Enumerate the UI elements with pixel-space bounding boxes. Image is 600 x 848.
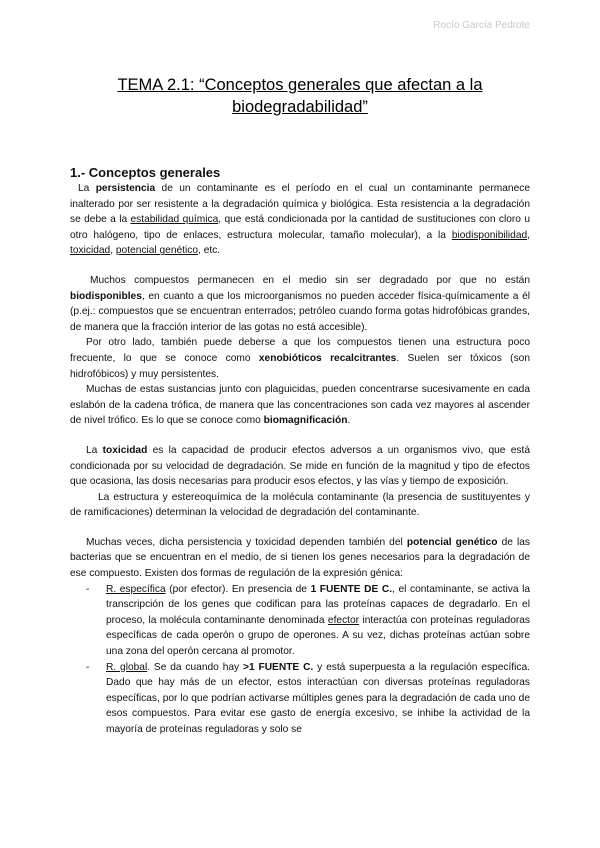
underlined-term: toxicidad	[70, 245, 111, 257]
text-run: . Se da cuando hay	[147, 661, 243, 673]
paragraph-xenobioticos	[70, 335, 530, 382]
text-run: es la capacidad de producir efectos adversos a un organismos vivo, que está condicionada por su velocidad de degradación. Se mide en función de la magnitud y tipo de efectos que ocasiona, las dosis necesarias para producir esos efectos, y las vías y tiempo de exposición.	[70, 444, 530, 488]
paragraph-persistencia	[70, 181, 530, 259]
regulation-list	[70, 582, 530, 738]
paragraph-estructura	[70, 490, 530, 521]
text-run: , el contaminante, se activa la transcripción de los genes que codifican para las proteínas capaces de degradarlo. En el proceso, la molécula contaminante denominada	[106, 583, 531, 626]
text-run: interactúa con proteínas reguladoras específicas de cada operón o grupo de operones. A su vez, dichas proteínas actúan sobre una zona del operón cercana al promotor.	[106, 614, 531, 658]
underlined-term: potencial genético	[115, 245, 199, 257]
bold-term: 1 FUENTE DE C.	[310, 583, 393, 595]
bold-term: >1 FUENTE C.	[243, 661, 314, 673]
bold-term: biodisponibles	[70, 290, 142, 302]
author-name: Rocío García Pedrote	[433, 20, 530, 31]
document-title: TEMA 2.1: “Conceptos generales que afectan a la biodegradabilidad”	[117, 76, 483, 116]
text-run: (por efector). En presencia de	[165, 583, 311, 595]
underlined-term: R. específica	[106, 583, 166, 595]
text-run: ,	[527, 229, 530, 241]
list-item	[70, 660, 530, 738]
text-run: Muchos compuestos permanecen en el medio sin ser degradado por que no están	[90, 274, 530, 286]
list-dash: -	[86, 661, 90, 673]
bold-term: toxicidad	[102, 444, 148, 456]
underlined-term: biodisponibilidad	[451, 229, 528, 241]
bold-term: persistencia	[95, 183, 156, 194]
text-run: de un contaminante es el período en el cual un contaminante permanece inalterado por ser resistente a la degradación química y biológica. Esta resistencia a la degradación se debe a la	[70, 183, 530, 226]
document-body	[70, 164, 530, 738]
bold-term: biomagnificación	[263, 415, 348, 427]
paragraph-potencial-genetico	[70, 535, 530, 582]
section-heading: 1.- Conceptos generales	[70, 165, 221, 180]
paragraph-toxicidad	[70, 443, 530, 490]
underlined-term: R. global	[106, 661, 148, 673]
underlined-term: efector	[327, 614, 360, 626]
text-run: , etc.	[198, 245, 221, 257]
text-run: . Suelen ser tóxicos (son hidrofóbicos) y muy persistentes.	[70, 352, 530, 380]
text-run: La estructura y estereoquímica de la molécula contaminante (la presencia de sustituyentes y de ramificaciones) determinan la velocidad de degradación del contaminante.	[70, 491, 530, 519]
underlined-term: estabilidad química	[130, 214, 219, 226]
text-run: y está superpuesta a la regulación específica. Dado que hay más de un efector, estos interactúan con diversas proteínas reguladoras específicas, por lo que podrían activarse múltiples genes para la degradación de cada uno de esos compuestos. Para evitar ese gasto de energía excesivo, se inhibe la actividad de la mayoría de proteínas reguladoras y solo se	[106, 661, 530, 735]
paragraph-biomagnificacion	[70, 382, 530, 429]
text-run: de las bacterias que se encuentran en el medio, de si tienen los genes necesarios para la degradación de ese compuesto. Existen dos formas de regulación de la expresión génica:	[70, 536, 530, 580]
text-run: , que está condicionada por la cantidad de sustituciones con cloro u otro halógeno, tipo de enlaces, estructura molecular, tamaño molecular), a la	[70, 214, 530, 241]
bold-term: xenobióticos recalcitrantes	[258, 352, 397, 364]
list-dash: -	[86, 583, 90, 595]
text-run: Por otro lado, también puede deberse a que los compuestos tienen una estructura poco frecuente, lo que se conoce como	[70, 337, 530, 364]
paragraph-biodisponibles	[70, 273, 530, 335]
text-run: Muchas de estas sustancias junto con plaguicidas, pueden concentrarse sucesivamente en cada eslabón de la cadena trófica, de manera que las concentraciones son cada vez mayores al ascender de nivel trófico. Es lo que se conoce como	[70, 384, 530, 427]
bold-term: potencial genético	[406, 536, 498, 548]
list-item	[70, 582, 530, 660]
text-run: La	[78, 183, 96, 194]
text-run: ,	[110, 245, 116, 257]
text-run: , en cuanto a que los microorganismos no pueden acceder física-químicamente a él (p.ej.: compuestos que se encuentran enterrados; petróleo cuando forma gotas hidrofóbicas grandes, de manera que la fracción interior de las gotas no está accesible).	[70, 290, 530, 333]
text-run: .	[347, 415, 351, 427]
text-run: Muchas veces, dicha persistencia y toxicidad dependen también del	[86, 536, 407, 548]
text-run: La	[86, 444, 103, 456]
